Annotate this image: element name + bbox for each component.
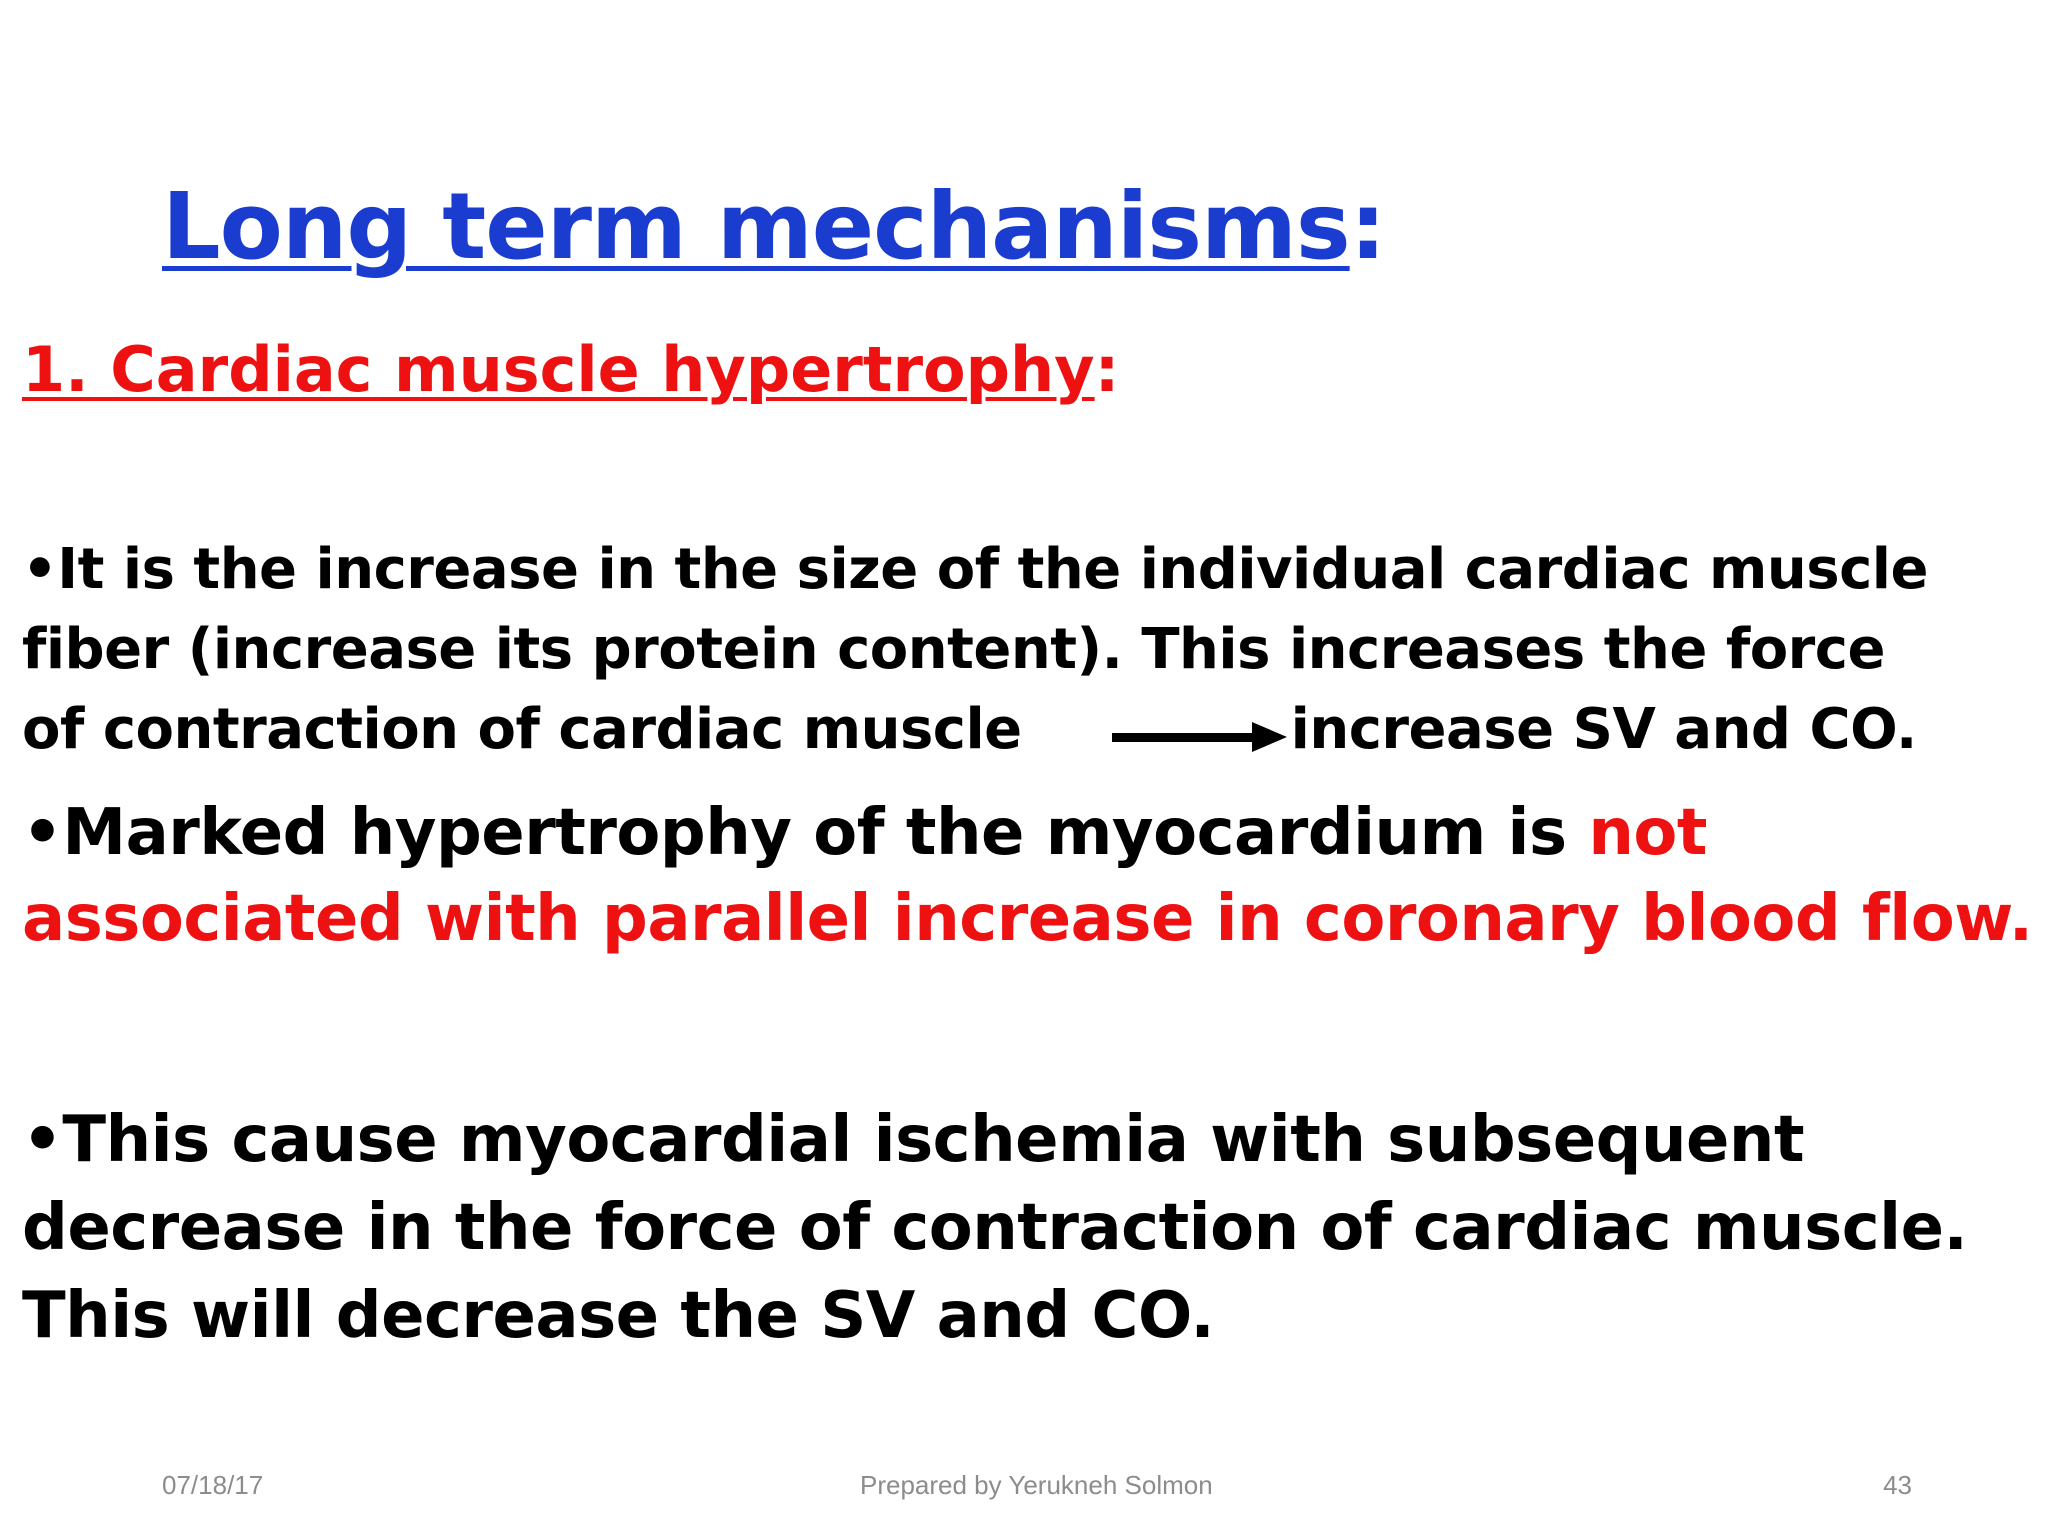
bullet-definition-line-2: fiber (increase its protein content). This increases the force — [22, 617, 1885, 682]
bullet-ischemia-line-2: decrease in the force of contraction of cardiac muscle. — [22, 1191, 1968, 1265]
slide-title — [162, 173, 1386, 280]
bullet-coronary-flow-line-1 — [22, 790, 2033, 876]
bullet-definition-line-1: •It is the increase in the size of the individual cardiac muscle — [22, 537, 1928, 602]
bullet-coronary-flow-line-2: associated with parallel increase in coronary blood flow. — [22, 882, 2033, 956]
bullet-definition — [22, 530, 1928, 770]
bullet-definition-line-3-start: of contraction of cardiac muscle — [22, 697, 1022, 762]
bullet-ischemia-line-3: This will decrease the SV and CO. — [22, 1279, 1215, 1353]
bullet-definition-line-3 — [22, 690, 1928, 770]
footer-date: 07/18/17 — [162, 1470, 264, 1500]
right-arrow-icon — [1112, 720, 1287, 754]
bullet-coronary-flow-emphasis: not — [1588, 796, 1707, 870]
bullet-coronary-flow — [22, 790, 2033, 962]
slide-title-text: Long term mechanisms — [162, 173, 1350, 280]
section-heading — [22, 333, 1120, 406]
footer-page-number: 43 — [1883, 1470, 1912, 1500]
slide-title-colon: : — [1349, 173, 1386, 280]
footer-author: Prepared by Yerukneh Solmon — [860, 1470, 1213, 1500]
bullet-ischemia-line-1: •This cause myocardial ischemia with subsequent — [22, 1103, 1805, 1177]
section-heading-text: 1. Cardiac muscle hypertrophy — [22, 333, 1095, 406]
bullet-definition-line-3-end: increase SV and CO. — [1290, 697, 1917, 762]
bullet-coronary-flow-line-1-text: •Marked hypertrophy of the myocardium is — [22, 796, 1589, 870]
section-heading-colon: : — [1094, 333, 1120, 406]
bullet-ischemia — [22, 1096, 1967, 1360]
